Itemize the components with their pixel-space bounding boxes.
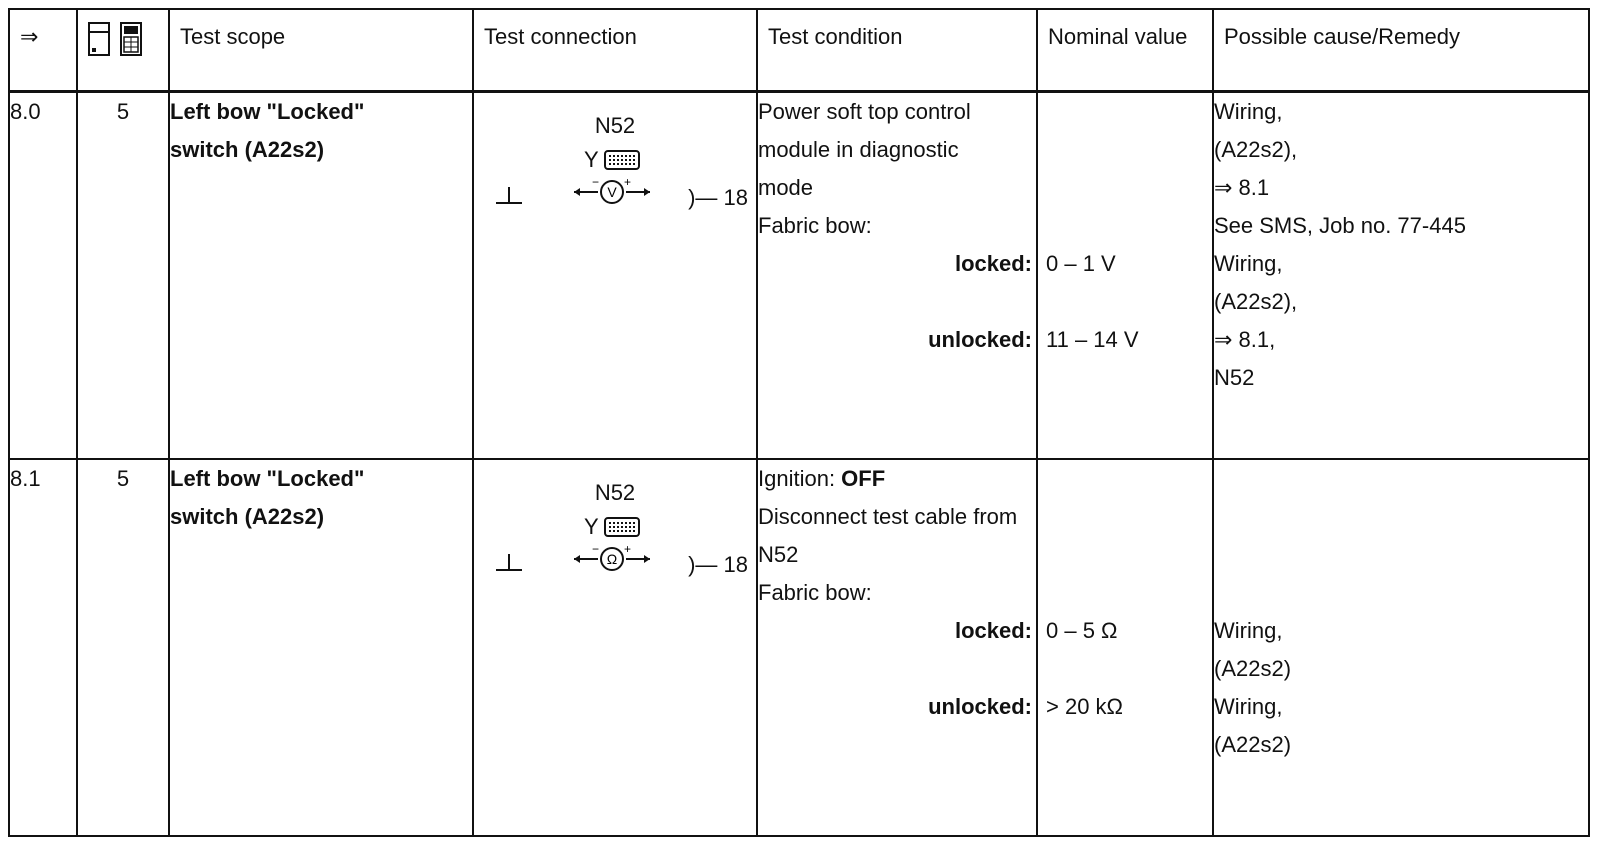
test-condition-cell: Power soft top control module in diagnostic mode Fabric bow: locked: unlocked: [757, 92, 1037, 460]
connector-label: Y [584, 508, 640, 546]
test-condition-cell: Ignition: OFF Disconnect test cable from N52 Fabric bow: locked: unlocked: [757, 459, 1037, 836]
header-cause-remedy: Possible cause/Remedy [1213, 9, 1589, 92]
pin-label: )— 18 [688, 185, 748, 210]
svg-text:−: − [592, 175, 600, 189]
nominal-value-cell [1037, 459, 1213, 836]
svg-text:Ω: Ω [606, 551, 618, 567]
test-scope-cell: Left bow "Locked" switch (A22s2) [169, 459, 473, 836]
test-table [8, 8, 1590, 837]
nominal-unlocked: > 20 kΩ [1046, 694, 1123, 719]
pin-label: )— 18 [688, 552, 748, 577]
nominal-unlocked: 11 – 14 V [1046, 327, 1139, 352]
svg-text:V: V [607, 184, 617, 200]
svg-text:+: + [624, 175, 632, 189]
svg-text:−: − [592, 542, 600, 556]
tester-device-icon [120, 22, 142, 56]
mode-number: 5 [77, 459, 169, 836]
ground-icon [494, 552, 524, 572]
connector-icon [604, 150, 640, 172]
remedy-cell: Wiring, (A22s2), ⇒ 8.1 See SMS, Job no. 77-445 Wiring, (A22s2), ⇒ 8.1, N52 [1213, 92, 1589, 460]
connector-icon [604, 517, 640, 539]
header-test-scope: Test scope [169, 9, 473, 92]
nominal-value-cell [1037, 92, 1213, 460]
table-row [9, 459, 1589, 836]
voltmeter-icon [572, 175, 652, 217]
test-connection-cell [473, 92, 757, 460]
nominal-locked: 0 – 5 Ω [1046, 618, 1118, 643]
state-unlocked: unlocked: [928, 694, 1032, 719]
module-label: N52 [594, 113, 636, 138]
state-locked: locked: [954, 618, 1032, 643]
header-test-condition: Test condition [757, 9, 1037, 92]
header-test-connection: Test connection [473, 9, 757, 92]
control-unit-icon [88, 22, 110, 56]
nominal-locked: 0 – 1 V [1046, 251, 1116, 276]
header-row [9, 9, 1589, 92]
ignition-line: Ignition: OFF [758, 466, 886, 491]
step-number: 8.1 [9, 459, 77, 836]
remedy-cell: Wiring, (A22s2) Wiring, (A22s2) [1213, 459, 1589, 836]
state-unlocked: unlocked: [928, 327, 1032, 352]
header-arrow: ⇒ [9, 9, 77, 92]
ground-icon [494, 185, 524, 205]
test-connection-cell [473, 459, 757, 836]
svg-text:+: + [624, 542, 632, 556]
module-label: N52 [594, 480, 636, 505]
state-locked: locked: [954, 251, 1032, 276]
step-number: 8.0 [9, 92, 77, 460]
mode-number: 5 [77, 92, 169, 460]
header-nominal-value: Nominal value [1037, 9, 1213, 92]
connector-label: Y [584, 141, 640, 179]
table-row [9, 92, 1589, 460]
test-scope-cell: Left bow "Locked" switch (A22s2) [169, 92, 473, 460]
header-mode-icons [77, 9, 169, 92]
ohmmeter-icon [572, 542, 652, 584]
